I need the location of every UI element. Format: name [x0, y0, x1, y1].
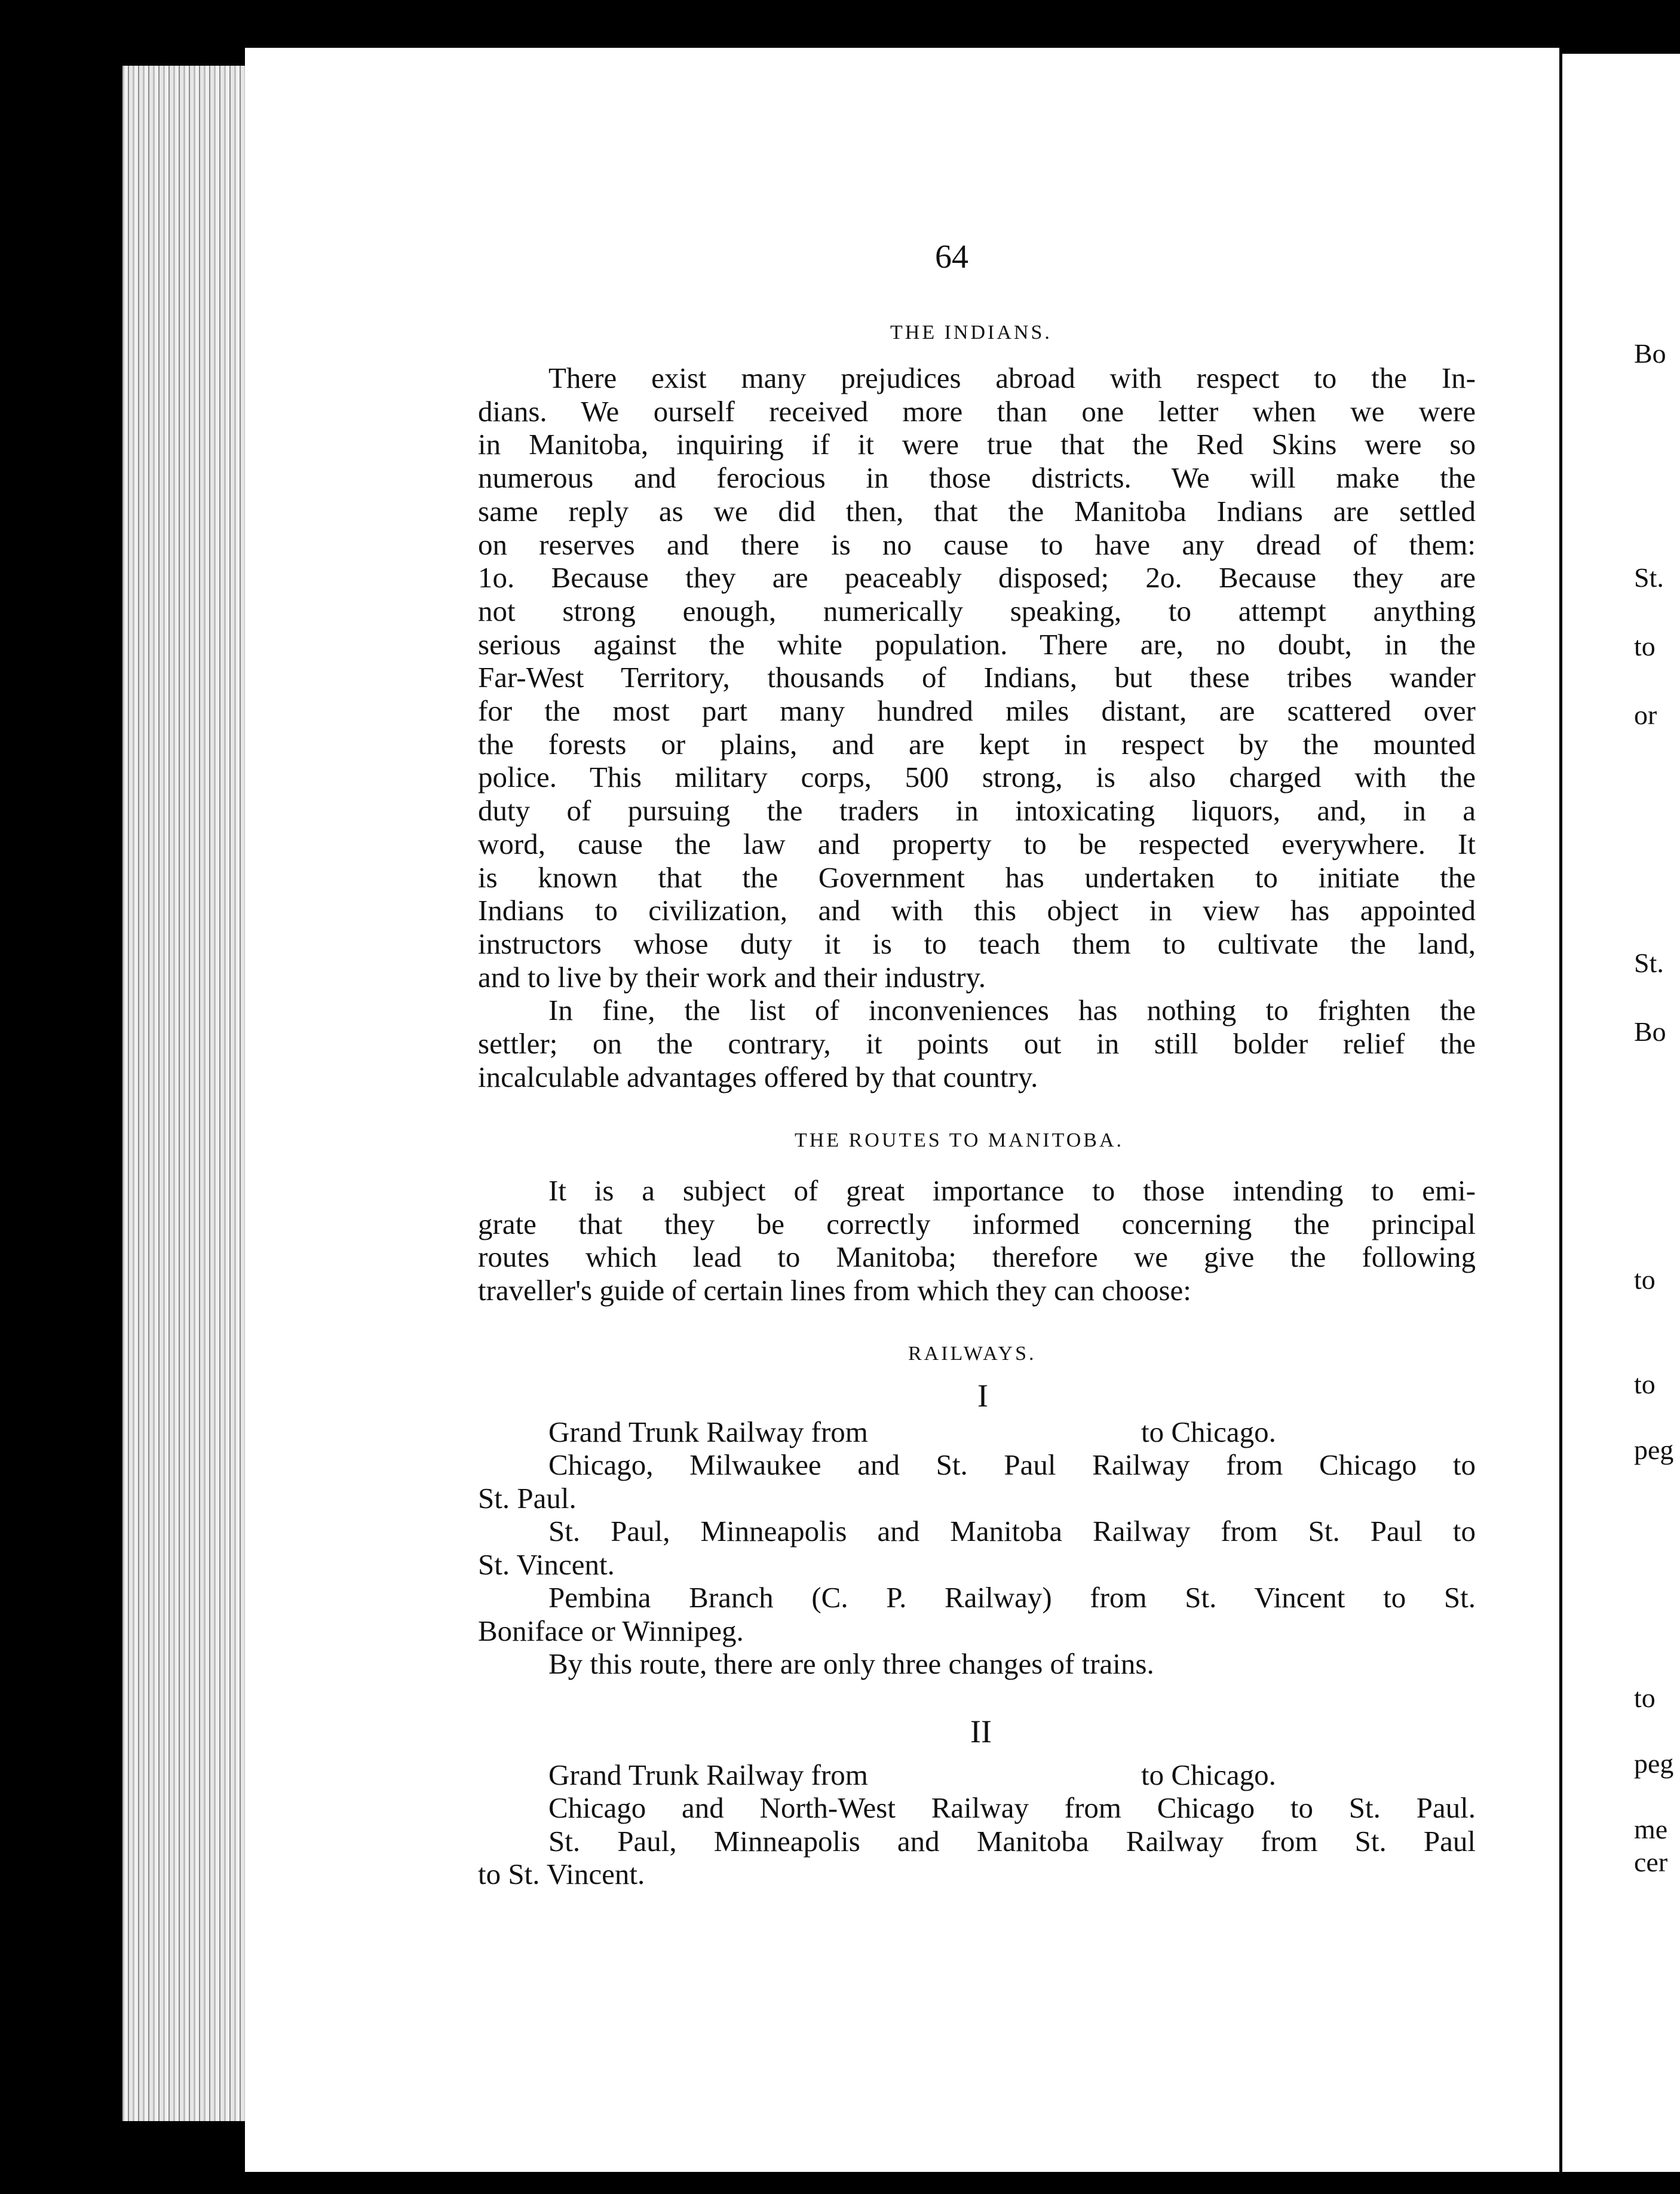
route-1-line: St. Paul.	[478, 1481, 577, 1515]
indians-line: 1o. Because they are peaceably disposed; 2o. Because they are	[478, 561, 1476, 595]
adjacent-page-fragment: peg	[1634, 1748, 1674, 1779]
indians-line: There exist many prejudices abroad with respect to the In-	[548, 361, 1476, 394]
indians-line: incalculable advantages offered by that country.	[478, 1060, 1038, 1093]
route-1-line: Chicago, Milwaukee and St. Paul Railway from Chicago to	[548, 1448, 1476, 1481]
route-1-line: By this route, there are only three changes of trains.	[548, 1647, 1154, 1680]
route-numeral-1: I	[977, 1378, 988, 1414]
adjacent-page-fragment: St.	[1634, 948, 1664, 978]
indians-line: is known that the Government has undertaken to initiate the	[478, 860, 1476, 894]
route-2-line: to St. Vincent.	[478, 1858, 645, 1890]
indians-line: police. This military corps, 500 strong, is also charged with the	[478, 761, 1476, 794]
adjacent-page-fragment: to	[1634, 1264, 1656, 1295]
route-1-line: Pembina Branch (C. P. Railway) from St. Vincent to St.	[548, 1581, 1476, 1614]
indians-line: same reply as we did then, that the Manitoba Indians are settled	[478, 494, 1476, 528]
indians-line: Far-West Territory, thousands of Indians, but these tribes wander	[478, 661, 1476, 694]
route-1-line: Boniface or Winnipeg.	[478, 1614, 744, 1647]
route-1-line: St. Vincent.	[478, 1548, 615, 1581]
indians-line: duty of pursuing the traders in intoxicating liquors, and, in a	[478, 794, 1476, 828]
page-edge-stack	[122, 66, 248, 2121]
indians-line: on reserves and there is no cause to have any dread of them:	[478, 528, 1476, 561]
indians-line: In fine, the list of inconveniences has nothing to frighten the	[548, 994, 1476, 1027]
indians-line: instructors whose duty it is to teach them to cultivate the land,	[478, 927, 1476, 960]
section-heading-railways: RAILWAYS.	[908, 1343, 1037, 1365]
page-number: 64	[935, 238, 968, 275]
routes-line: grate that they be correctly informed concerning the principal	[478, 1207, 1476, 1240]
route-numeral-2: II	[970, 1714, 992, 1749]
indians-line: Indians to civilization, and with this object in view has appointed	[478, 894, 1476, 927]
indians-line: and to live by their work and their industry.	[478, 960, 986, 994]
indians-line: serious against the white population. There are, no doubt, in the	[478, 627, 1476, 661]
adjacent-page-fragment: me	[1634, 1814, 1668, 1844]
adjacent-page-fragment: or	[1634, 700, 1657, 730]
section-heading-routes: THE ROUTES TO MANITOBA.	[795, 1129, 1124, 1151]
adjacent-page-fragment: St.	[1634, 562, 1664, 593]
adjacent-page-fragment: to	[1634, 631, 1656, 661]
adjacent-page-fragment: to	[1634, 1683, 1656, 1713]
adjacent-page-fragment: Bo	[1634, 338, 1666, 369]
adjacent-page-fragment: cer	[1634, 1847, 1668, 1877]
indians-line: the forests or plains, and are kept in respect by the mounted	[478, 727, 1476, 761]
indians-line: in Manitoba, inquiring if it were true that the Red Skins were so	[478, 428, 1476, 461]
adjacent-page-fragment: Bo	[1634, 1016, 1666, 1047]
adjacent-page-fragment: peg	[1634, 1435, 1674, 1465]
route-2-line: St. Paul, Minneapolis and Manitoba Railway from St. Paul	[548, 1824, 1476, 1858]
routes-line: It is a subject of great importance to those intending to emi-	[548, 1174, 1476, 1207]
indians-line: for the most part many hundred miles distant, are scattered over	[478, 694, 1476, 727]
indians-line: settler; on the contrary, it points out in still bolder relief the	[478, 1027, 1476, 1060]
indians-line: not strong enough, numerically speaking, to attempt anything	[478, 594, 1476, 627]
route-2-first-line-end: to Chicago.	[1141, 1758, 1276, 1791]
indians-line: word, cause the law and property to be respected everywhere. It	[478, 827, 1476, 860]
indians-line: dians. We ourself received more than one letter when we were	[478, 394, 1476, 428]
route-2-first-line-start: Grand Trunk Railway from	[548, 1758, 868, 1791]
route-1-line: St. Paul, Minneapolis and Manitoba Railway from St. Paul to	[548, 1515, 1476, 1548]
routes-line: routes which lead to Manitoba; therefore we give the following	[478, 1240, 1476, 1273]
section-heading-indians: THE INDIANS.	[890, 321, 1052, 344]
route-2-line: Chicago and North-West Railway from Chicago to St. Paul.	[548, 1791, 1476, 1824]
routes-line: traveller's guide of certain lines from which they can choose:	[478, 1273, 1191, 1307]
adjacent-page-fragment: to	[1634, 1369, 1656, 1399]
indians-line: numerous and ferocious in those districts. We will make the	[478, 461, 1476, 495]
route-1-first-line-end: to Chicago.	[1141, 1415, 1276, 1448]
route-1-first-line-start: Grand Trunk Railway from	[548, 1415, 868, 1448]
